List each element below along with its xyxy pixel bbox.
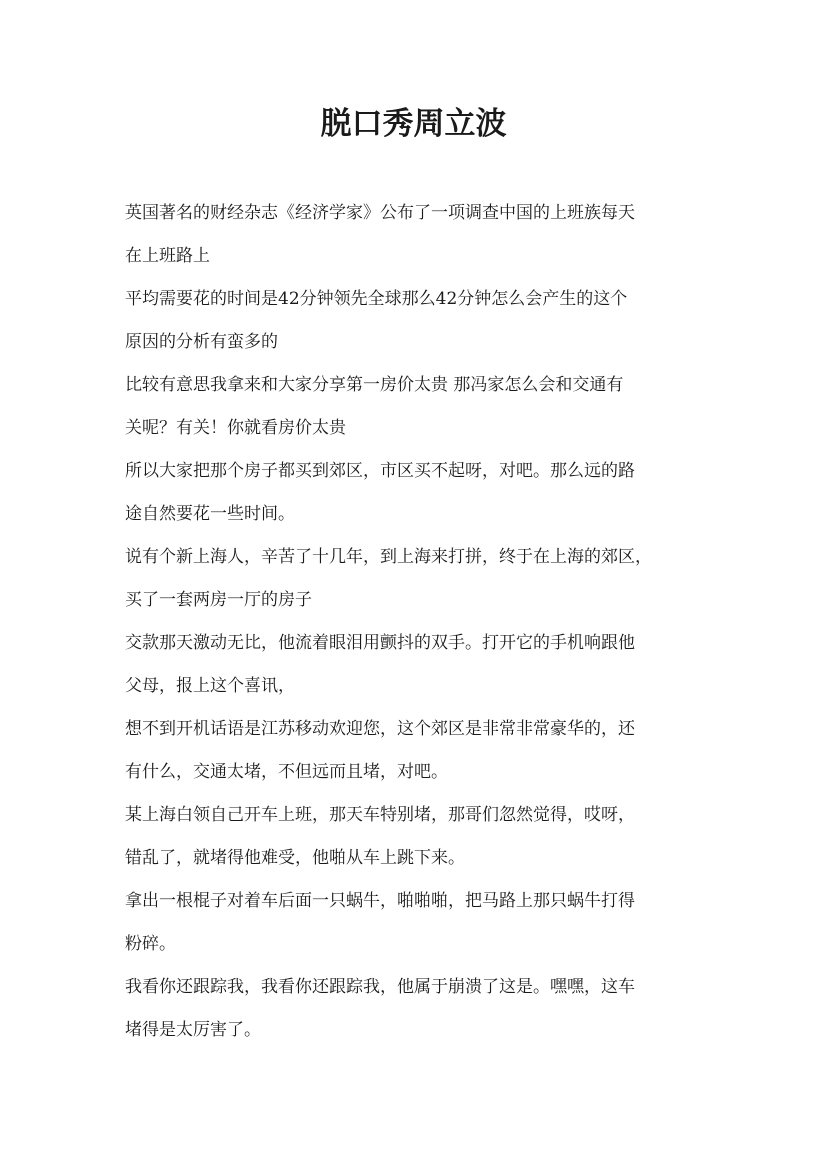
text-line: 原因的分析有蛮多的 <box>125 332 278 352</box>
text-line: 粉碎。 <box>125 934 176 954</box>
text-line: 买了一套两房一厅的房子 <box>125 590 312 610</box>
text-line: 父母，报上这个喜讯， <box>125 676 295 696</box>
text-line: 平均需要花的时间是42分钟领先全球那么42分钟怎么会产生的这个 <box>125 289 628 309</box>
document-body <box>125 192 715 1052</box>
text-line: 想不到开机话语是江苏移动欢迎您，这个郊区是非常非常豪华的，还 <box>125 719 635 739</box>
text-line: 在上班路上 <box>125 246 210 266</box>
text-line: 有什么，交通太堵，不但远而且堵，对吧。 <box>125 762 448 782</box>
text-line: 说有个新上海人，辛苦了十几年，到上海来打拼，终于在上海的郊区， <box>125 547 652 567</box>
text-line: 某上海白领自己开车上班，那天车特别堵，那哥们忽然觉得，哎呀， <box>125 805 635 825</box>
text-line: 交款那天激动无比，他流着眼泪用颤抖的双手。打开它的手机响跟他 <box>125 633 635 653</box>
text-line: 比较有意思我拿来和大家分享第一房价太贵 那冯家怎么会和交通有 <box>125 375 624 395</box>
text-line: 关呢？有关！你就看房价太贵 <box>125 418 346 438</box>
text-line: 错乱了，就堵得他难受，他啪从车上跳下来。 <box>125 848 465 868</box>
text-line: 我看你还跟踪我，我看你还跟踪我，他属于崩溃了这是。嘿嘿，这车 <box>125 977 635 997</box>
text-line: 所以大家把那个房子都买到郊区，市区买不起呀，对吧。那么远的路 <box>125 461 635 481</box>
text-line: 途自然要花一些时间。 <box>125 504 295 524</box>
text-line: 拿出一根棍子对着车后面一只蜗牛，啪啪啪，把马路上那只蜗牛打得 <box>125 891 635 911</box>
document-title: 脱口秀周立波 <box>320 106 507 142</box>
text-line: 堵得是太厉害了。 <box>125 1020 261 1040</box>
text-line: 英国著名的财经杂志《经济学家》公布了一项调查中国的上班族每天 <box>125 203 635 223</box>
